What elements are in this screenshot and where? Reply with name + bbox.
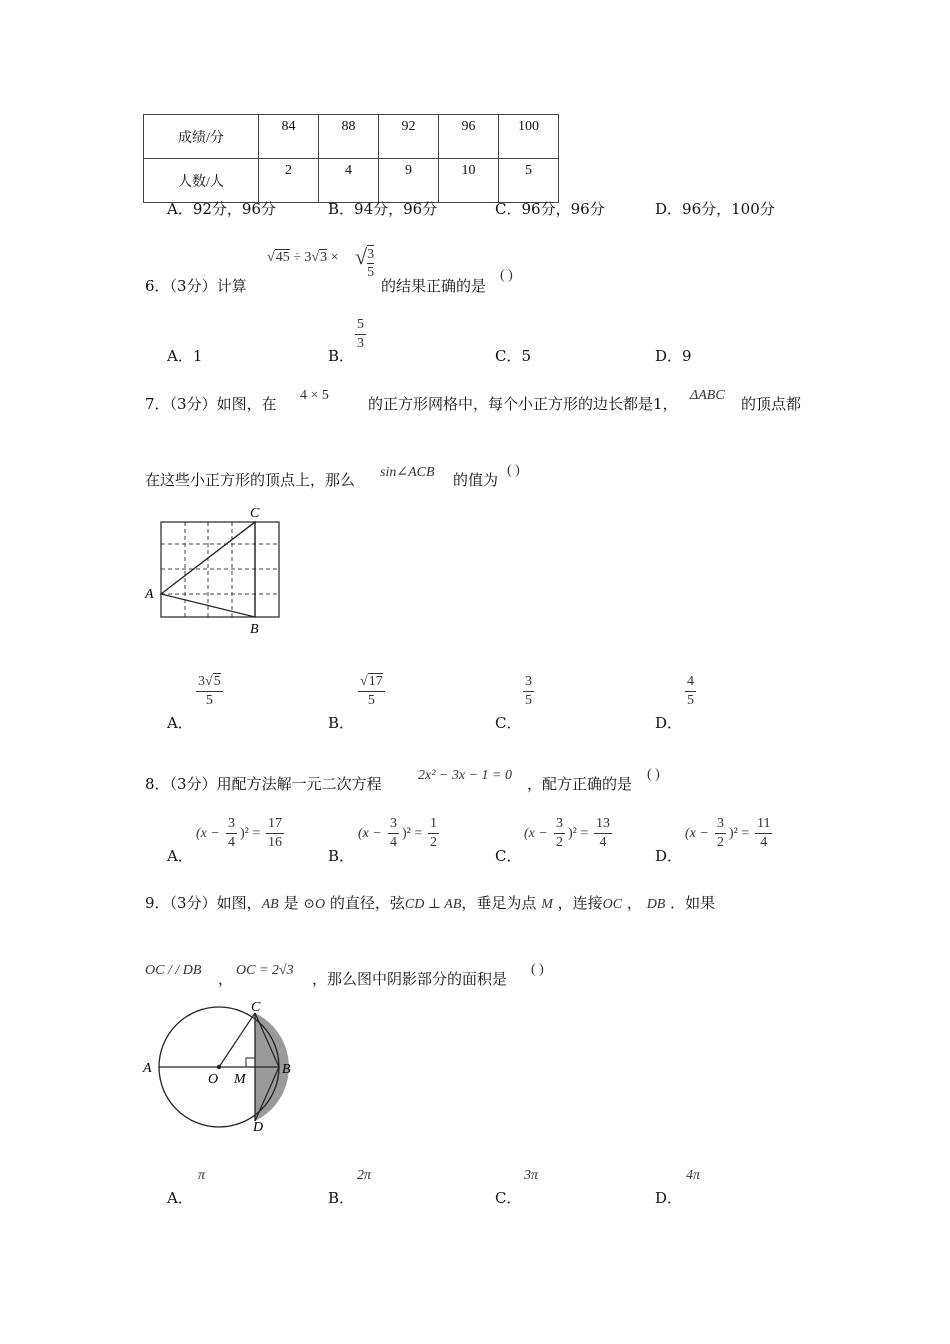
q8-stem-prefix: 8．（3分）用配方法解一元二次方程	[145, 775, 382, 793]
table-row	[144, 159, 559, 203]
q7-option-a-fraction: $\frac{3√5}{5}$	[198, 674, 221, 708]
q8-option-c[interactable]: C．	[495, 847, 522, 865]
q7-answer-paren: ( )	[507, 463, 520, 478]
q8-b-xminus: (x −	[358, 826, 382, 841]
q9-comma: ，	[218, 970, 234, 988]
q9-circle-figure	[140, 1000, 300, 1135]
q8-a-rhs-fraction: $\frac{17}{16}$	[268, 816, 282, 850]
q7-option-c-fraction: $\frac{3}{5}$	[525, 674, 532, 708]
q7-line1-suffix: 的顶点都	[741, 395, 802, 413]
q8-answer-paren: ( )	[647, 767, 660, 782]
q8-c-xminus: (x −	[524, 826, 548, 841]
label-c: C	[251, 1000, 261, 1015]
q8-option-b[interactable]: B．	[328, 847, 355, 865]
q9-option-a-value: π	[198, 1168, 206, 1183]
q8-d-inner-fraction: $\frac{3}{2}$	[717, 816, 724, 850]
q9-option-a[interactable]: A．	[167, 1189, 193, 1207]
q8-d-rhs-fraction: $\frac{11}{4}$	[757, 816, 771, 850]
q7-line2-prefix: 在这些小正方形的顶点上，那么	[145, 471, 356, 489]
q7-option-d-fraction: $\frac{4}{5}$	[687, 674, 694, 708]
table-cell: 10	[439, 159, 499, 203]
label-o: O	[208, 1072, 219, 1087]
q7-line1-mid: 的正方形网格中，每个小正方形的边长都是1，	[368, 395, 678, 413]
q8-d-square: )² =	[729, 826, 750, 841]
q6-option-d[interactable]: D．9	[655, 347, 692, 365]
q9-answer-paren: ( )	[531, 962, 544, 977]
table-cell: 9	[379, 159, 439, 203]
q9-line1: 9．（3分）如图，AB 是 ⊙O 的直径，弦CD ⊥ AB，垂足为点 M ，连接OC ， DB ．如果	[145, 894, 716, 912]
q5-option-b[interactable]: B．94分，96分	[328, 200, 438, 218]
right-angle-mark	[246, 1058, 255, 1067]
table-cell: 5	[499, 159, 559, 203]
table-header-count: 人数/人	[144, 159, 259, 203]
q8-d-xminus: (x −	[685, 826, 709, 841]
q9-condition-length: OC = 2√3	[236, 963, 294, 978]
table-cell: 88	[319, 115, 379, 159]
score-table	[143, 114, 559, 203]
q7-line2-suffix: 的值为	[453, 471, 499, 489]
q8-c-square: )² =	[568, 826, 589, 841]
q8-b-rhs-fraction: $\frac{1}{2}$	[430, 816, 437, 850]
table-cell: 84	[259, 115, 319, 159]
q9-option-b[interactable]: B．	[328, 1189, 355, 1207]
segment-oc	[219, 1013, 255, 1067]
q6-option-b[interactable]: B．	[328, 347, 355, 365]
q9-condition-parallel: OC / / DB	[145, 963, 202, 978]
label-m: M	[234, 1072, 246, 1087]
table-cell: 100	[499, 115, 559, 159]
q8-stem-suffix: ，配方正确的是	[527, 775, 633, 793]
q7-option-a[interactable]: A．	[167, 714, 193, 732]
q6-expression: √45 ÷ 3√3 ×	[267, 250, 339, 265]
q7-option-c[interactable]: C．	[495, 714, 522, 732]
label-d: D	[253, 1120, 264, 1135]
q9-option-c-value: 3π	[524, 1168, 539, 1183]
q6-stem-suffix: 的结果正确的是	[381, 277, 487, 295]
q8-a-xminus: (x −	[196, 826, 220, 841]
q7-grid-figure	[140, 500, 290, 640]
table-cell: 2	[259, 159, 319, 203]
q9-option-d-value: 4π	[686, 1168, 701, 1183]
label-c: C	[250, 506, 260, 521]
table-row	[144, 115, 559, 159]
q6-option-a[interactable]: A．1	[167, 347, 203, 365]
center-point	[217, 1065, 221, 1069]
table-header-score: 成绩/分	[144, 115, 259, 159]
q6-stem-prefix: 6．（3分）计算	[145, 277, 247, 295]
q5-option-d[interactable]: D．96分，100分	[655, 200, 775, 218]
q8-option-d[interactable]: D．	[655, 847, 683, 865]
q8-a-square: )² =	[240, 826, 261, 841]
q8-equation: 2x² − 3x − 1 = 0	[418, 768, 512, 783]
label-a: A	[143, 1061, 152, 1076]
label-b: B	[282, 1062, 291, 1077]
q7-sin-expression: sin∠ACB	[380, 465, 435, 480]
q9-line2-suffix: ，那么图中阴影部分的面积是	[312, 970, 508, 988]
q9-option-c[interactable]: C．	[495, 1189, 522, 1207]
q7-option-b[interactable]: B．	[328, 714, 355, 732]
q6-answer-paren: ( )	[500, 268, 513, 283]
q6-sqrt-fraction: √ $\frac{3}{5}$	[355, 244, 375, 280]
q7-triangle: ΔABC	[690, 388, 725, 403]
q5-option-c[interactable]: C．96分，96分	[495, 200, 605, 218]
q7-grid-size: 4 × 5	[300, 388, 329, 403]
table-cell: 92	[379, 115, 439, 159]
q8-a-inner-fraction: $\frac{3}{4}$	[228, 816, 235, 850]
q7-option-b-fraction: $\frac{√17}{5}$	[360, 674, 383, 708]
q7-line1-prefix: 7．（3分）如图，在	[145, 395, 277, 413]
q6-option-b-fraction: $\frac{5}{3}$	[357, 317, 364, 351]
table-cell: 96	[439, 115, 499, 159]
grid-dashed-lines	[161, 522, 279, 617]
q7-option-d[interactable]: D．	[655, 714, 683, 732]
table-cell: 4	[319, 159, 379, 203]
q5-option-a[interactable]: A．92分，96分	[167, 200, 277, 218]
q6-option-c[interactable]: C．5	[495, 347, 532, 365]
q8-c-inner-fraction: $\frac{3}{2}$	[556, 816, 563, 850]
label-a: A	[145, 587, 154, 602]
q8-c-rhs-fraction: $\frac{13}{4}$	[596, 816, 610, 850]
q9-option-b-value: 2π	[357, 1168, 372, 1183]
q8-b-square: )² =	[402, 826, 423, 841]
q9-option-d[interactable]: D．	[655, 1189, 683, 1207]
label-b: B	[250, 622, 259, 637]
q8-option-a[interactable]: A．	[167, 847, 193, 865]
q8-b-inner-fraction: $\frac{3}{4}$	[390, 816, 397, 850]
